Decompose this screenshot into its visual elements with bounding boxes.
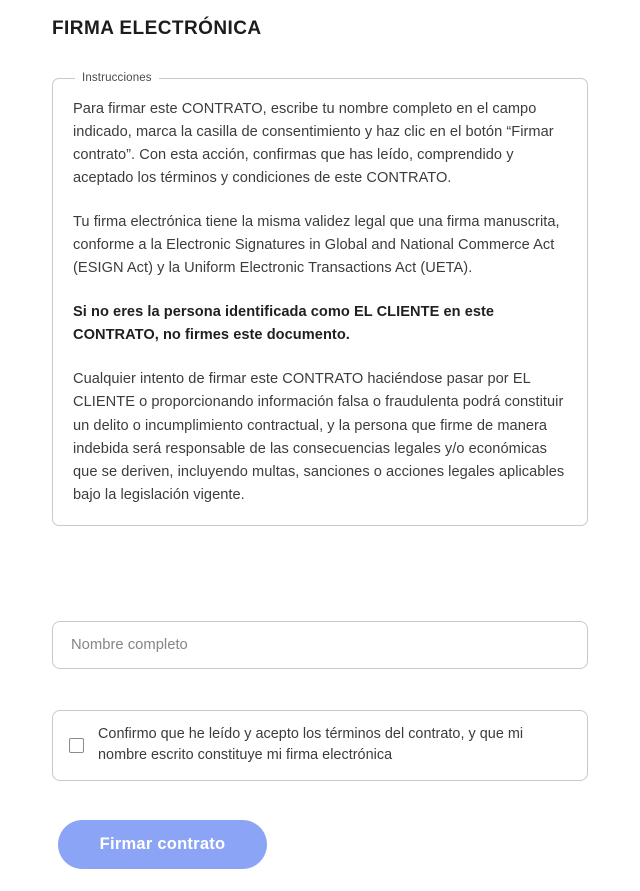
instructions-panel [52,72,588,526]
instructions-warning-paragraph: Si no eres la persona identificada como EL CLIENTE en este CONTRATO, no firmes este documento. [73,304,495,344]
consent-checkbox[interactable] [69,738,84,753]
instructions-paragraph: Para firmar este CONTRATO, escribe tu nombre completo en el campo indicado, marca la casilla de consentimiento y haz clic en el botón “Firmar contrato”. Con esta acción, confirmas que has leído, comprendido y aceptado los términos y condiciones de este CONTRATO. [73,101,554,187]
instructions-paragraph: Cualquier intento de firmar este CONTRATO haciéndose pasar por EL CLIENTE o proporcionando información falsa o fraudulenta podrá constituir un delito o incumplimiento contractual, y la persona que firme de manera indebida será responsable de las consecuencias legales y/o económicas que se deriven, incluyendo multas, sanciones o acciones legales aplicables bajo la legislación vigente. [73,371,565,503]
consent-label[interactable]: Confirmo que he leído y acepto los términos del contrato, y que mi nombre escrito constituye mi firma electrónica [98,726,524,764]
sign-contract-button[interactable]: Firmar contrato [58,820,267,869]
page-title: FIRMA ELECTRÓNICA [52,18,262,39]
instructions-legend: Instrucciones [82,72,152,84]
instructions-paragraph: Tu firma electrónica tiene la misma validez legal que una firma manuscrita, conforme a la Electronic Signatures in Global and National Commerce Act (ESIGN Act) y la Uniform Electronic Transactions Act (UETA). [73,214,560,277]
full-name-input[interactable] [52,621,588,669]
instructions-body [73,98,567,507]
consent-container[interactable] [52,710,588,781]
